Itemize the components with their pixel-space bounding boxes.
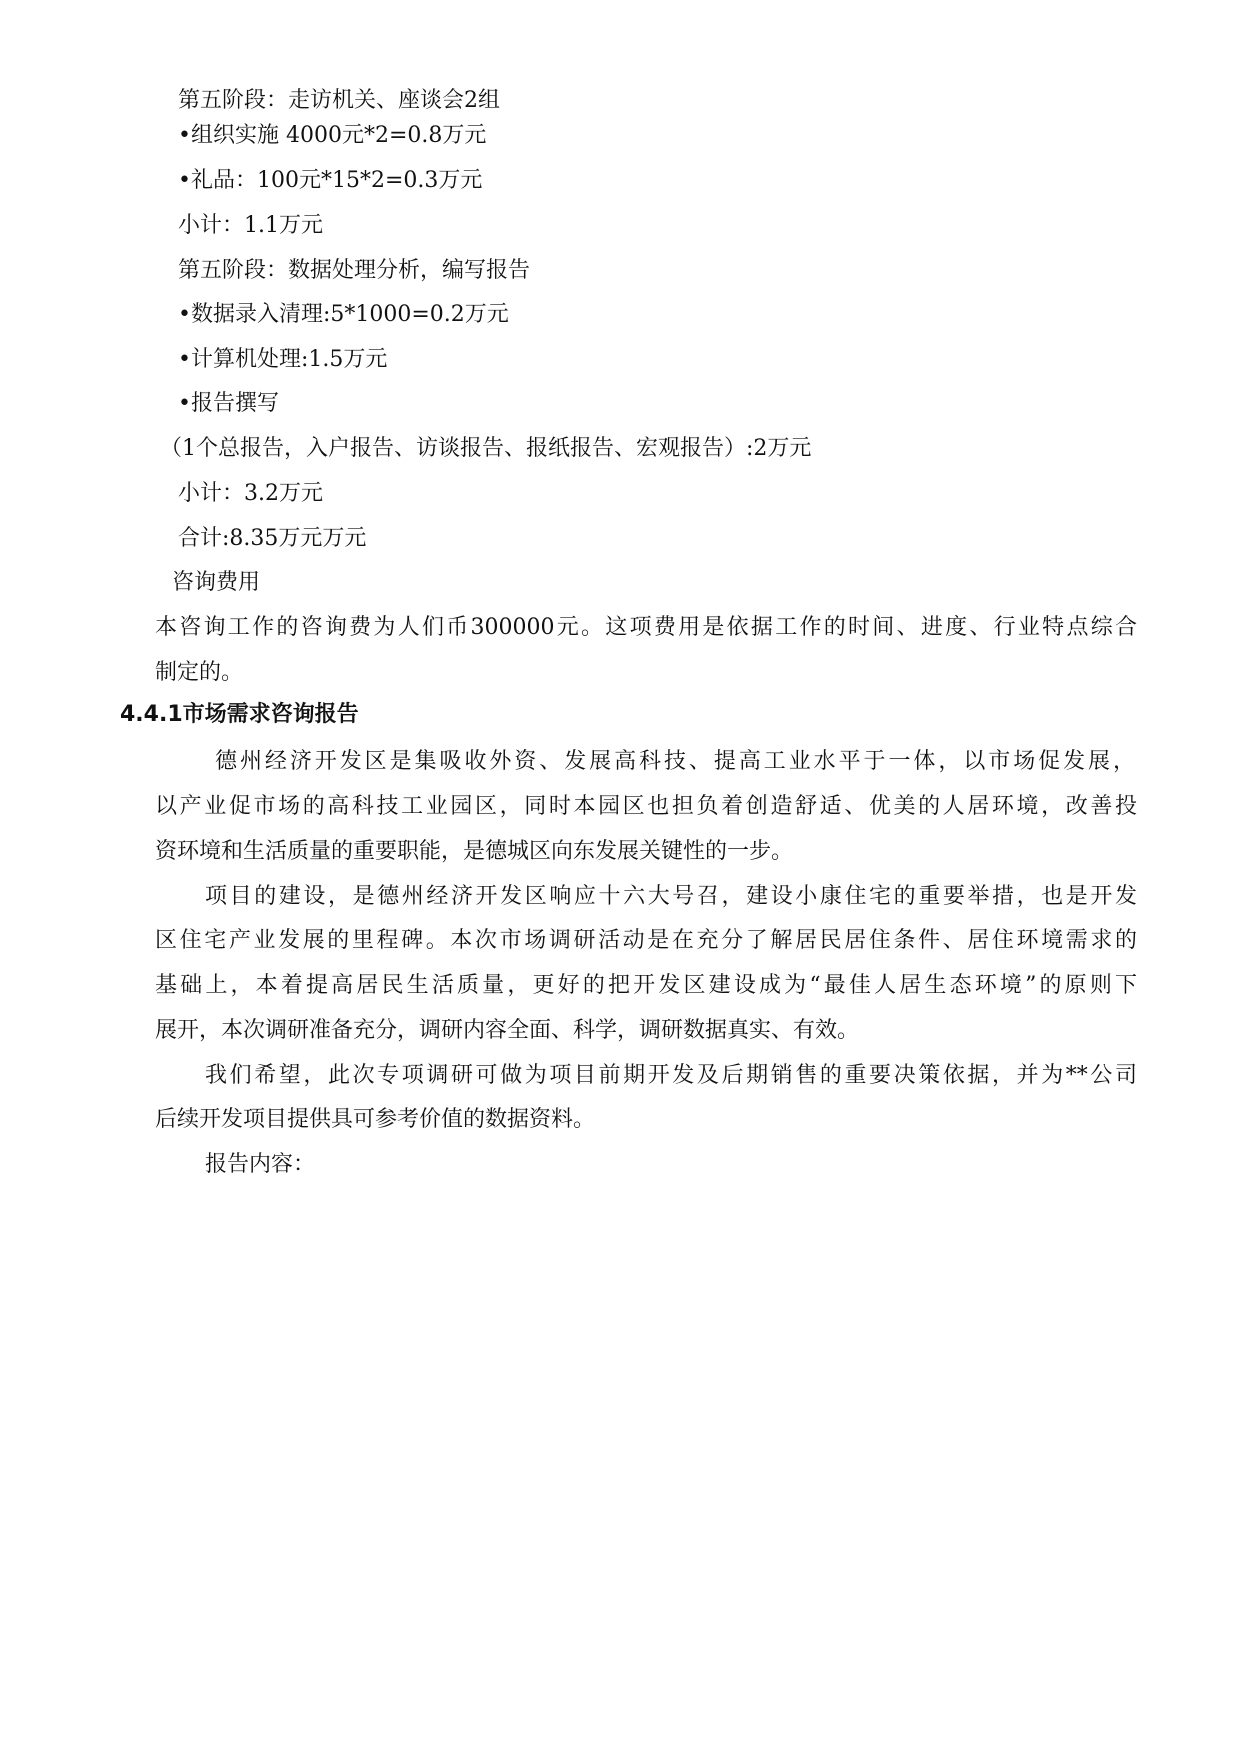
paragraph-line: 本咨询工作的咨询费为人们币300000元。这项费用是依据工作的时间、进度、行业特点综合 — [155, 615, 1137, 640]
stage-five-visit-heading: 第五阶段：走访机关、座谈会2组 — [178, 88, 500, 113]
consulting-fee-heading: 咨询费用 — [172, 570, 261, 595]
paragraph-line: 我们希望，此次专项调研可做为项目前期开发及后期销售的重要决策依据，并为**公司 — [205, 1063, 1137, 1088]
paragraph-line: 资环境和生活质量的重要职能，是德城区向东发展关键性的一步。 — [155, 839, 794, 864]
paragraph-line: 区住宅产业发展的里程碑。本次市场调研活动是在充分了解居民居住条件、居住环境需求的 — [155, 928, 1137, 953]
paragraph-line: 基础上，本着提高居民生活质量，更好的把开发区建设成为“最佳人居生态环境”的原则下 — [155, 973, 1137, 998]
total-text: 合计:8.35万元万元 — [178, 526, 367, 551]
paragraph-line: 项目的建设，是德州经济开发区响应十六大号召，建设小康住宅的重要举措，也是开发 — [205, 884, 1137, 909]
list-item: •组织实施 4000元*2=0.8万元 — [178, 123, 487, 148]
paragraph-line: 以产业促市场的高科技工业园区，同时本园区也担负着创造舒适、优美的人居环境，改善投 — [155, 794, 1137, 819]
list-item: •计算机处理:1.5万元 — [178, 347, 388, 372]
paragraph-line: 后续开发项目提供具可参考价值的数据资料。 — [155, 1107, 596, 1132]
list-item: •报告撰写 — [178, 391, 279, 416]
paragraph-line: 制定的。 — [155, 660, 244, 685]
report-list-text: （1个总报告，入户报告、访谈报告、报纸报告、宏观报告）:2万元 — [160, 436, 812, 461]
subtotal-text: 小计：3.2万元 — [178, 481, 323, 506]
list-item: •礼品：100元*15*2=0.3万元 — [178, 168, 483, 193]
paragraph-line: 展开，本次调研准备充分，调研内容全面、科学，调研数据真实、有效。 — [155, 1018, 860, 1043]
paragraph-line: 德州经济开发区是集吸收外资、发展高科技、提高工业水平于一体，以市场促发展， — [215, 749, 1135, 774]
subtotal-text: 小计：1.1万元 — [178, 213, 323, 238]
stage-five-analysis-heading: 第五阶段：数据处理分析，编写报告 — [178, 258, 531, 283]
report-contents-label: 报告内容： — [205, 1152, 316, 1177]
list-item: •数据录入清理:5*1000=0.2万元 — [178, 302, 509, 327]
section-heading: 4.4.1市场需求咨询报告 — [120, 702, 359, 727]
